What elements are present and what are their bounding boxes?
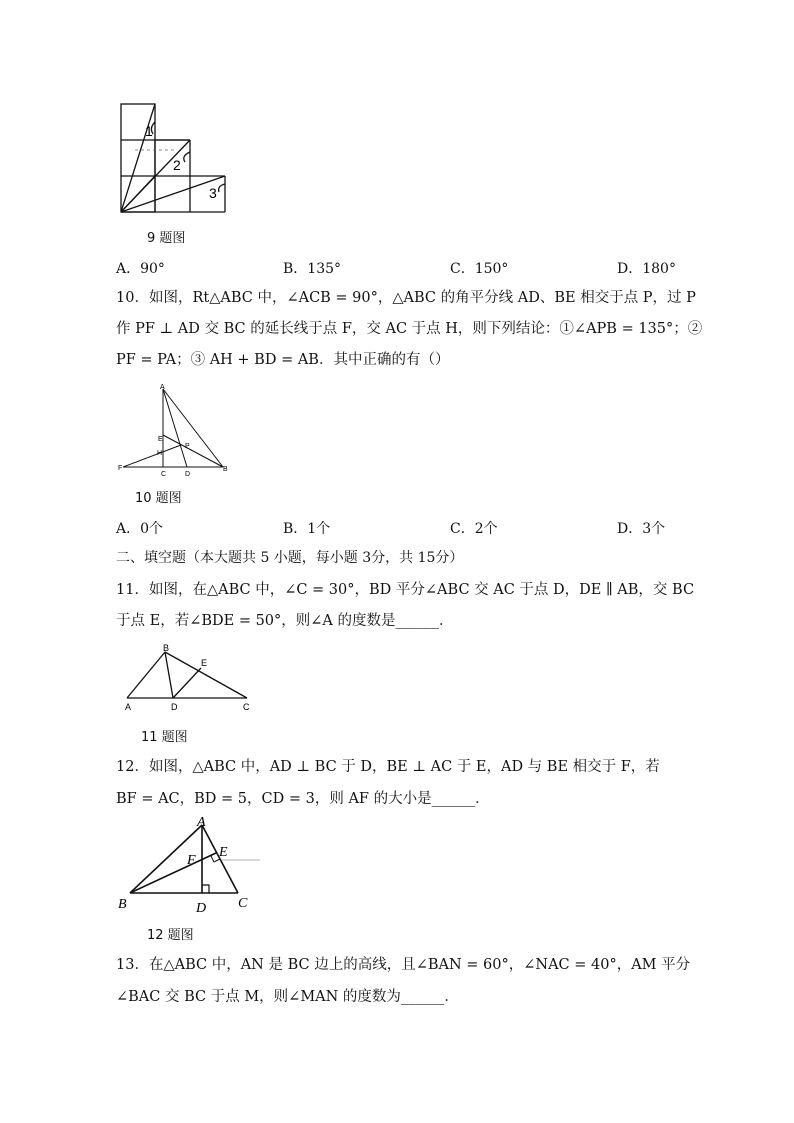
q12-label-c: C <box>238 896 248 911</box>
q11-label-a: A <box>125 702 132 712</box>
q10-caption: 10 题图 <box>135 491 182 506</box>
q10-label-b: B <box>223 466 228 473</box>
q10-stem-line2: 作 PF ⊥ AD 交 BC 的延长线于点 F，交 AC 于点 H，则下列结论：①∠APB = 135°；② <box>116 321 703 337</box>
q10-label-p: P <box>185 443 190 450</box>
q10-label-f: F <box>118 465 123 472</box>
q12-figure <box>112 815 262 915</box>
q12-caption: 12 题图 <box>147 928 194 943</box>
q10-stem-line1: 10．如图，Rt△ABC 中，∠ACB = 90°，△ABC 的角平分线 AD、BE 相交于点 P，过 P <box>116 290 696 306</box>
q9-figure <box>115 100 230 220</box>
q12-stem-line2: BF = AC，BD = 5，CD = 3，则 AF 的大小是______． <box>116 791 490 807</box>
q11-caption: 11 题图 <box>141 730 188 745</box>
q12-stem-line1: 12．如图，△ABC 中，AD ⊥ BC 于 D，BE ⊥ AC 于 E，AD 与 BE 相交于 F，若 <box>116 759 660 775</box>
q10-label-h: H <box>157 450 163 457</box>
q10-label-d: D <box>185 471 191 478</box>
q9-caption: 9 题图 <box>147 231 186 246</box>
q10-figure <box>115 383 233 478</box>
q11-stem-line1: 11．如图，在△ABC 中，∠C = 30°，BD 平分∠ABC 交 AC 于点 D，DE ∥ AB，交 BC <box>116 582 695 598</box>
q10-label-a: A <box>160 384 165 391</box>
q11-stem-line2: 于点 E，若∠BDE = 50°，则∠A 的度数是______． <box>116 613 454 629</box>
q10-option-d: D．3个 <box>617 521 666 537</box>
q11-label-b: B <box>163 643 170 653</box>
q11-label-e: E <box>201 658 208 668</box>
q9-option-a: A．90° <box>116 261 165 277</box>
q12-label-d: D <box>196 901 207 915</box>
q9-label-3: 3 <box>209 185 217 201</box>
q11-label-d: D <box>171 702 178 712</box>
q9-option-c: C．150° <box>450 261 509 277</box>
q12-label-f: F <box>187 853 196 868</box>
q12-label-b: B <box>118 897 127 912</box>
q11-figure <box>115 642 255 714</box>
q10-option-b: B．1个 <box>283 521 331 537</box>
q9-option-d: D．180° <box>617 261 676 277</box>
q10-label-e: E <box>158 436 163 443</box>
q11-label-c: C <box>243 702 250 712</box>
q13-stem-line1: 13．在△ABC 中，AN 是 BC 边上的高线，且∠BAN = 60°，∠NAC = 40°，AM 平分 <box>116 957 691 973</box>
section-heading: 二、填空题（本大题共 5 小题，每小题 3分，共 15分） <box>116 550 464 566</box>
q13-stem-line2: ∠BAC 交 BC 于点 M，则∠MAN 的度数为______． <box>116 989 459 1005</box>
q9-label-1: 1 <box>145 123 153 139</box>
q10-option-a: A．0个 <box>116 521 164 537</box>
q10-option-c: C．2个 <box>450 521 498 537</box>
q12-label-e: E <box>219 845 228 860</box>
q9-option-b: B．135° <box>283 261 342 277</box>
q10-label-c: C <box>161 471 167 478</box>
q12-label-a: A <box>197 815 206 830</box>
q9-label-2: 2 <box>173 157 181 173</box>
q10-stem-line3: PF = PA；③ AH + BD = AB．其中正确的有（） <box>116 352 450 368</box>
